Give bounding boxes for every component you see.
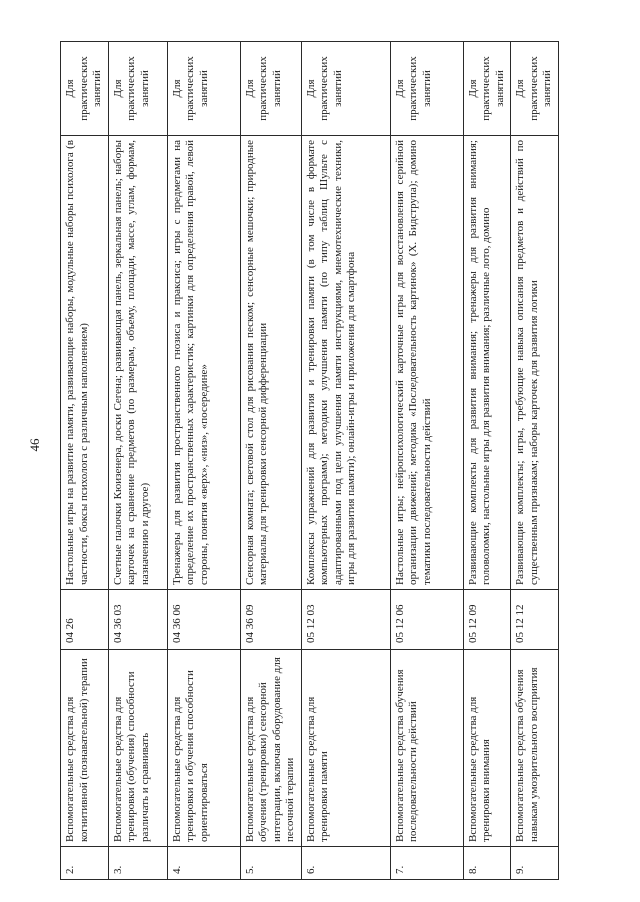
row-description: Настольные игры; нейропсихологический карточные игры для восстановления серийной организации движений; методика «Последовательность картинок» (Х. Бидструпа); домино тематики последовательности действий — [390, 136, 463, 590]
table-row — [108, 42, 167, 880]
row-name: Вспомогательные средства для когнитивной (познавательной) терапии — [61, 650, 109, 847]
row-purpose: Для практических занятий — [301, 42, 390, 136]
row-purpose: Для практических занятий — [108, 42, 167, 136]
table-row — [390, 42, 463, 880]
table-row — [301, 42, 390, 880]
row-number: 3. — [108, 847, 167, 880]
row-number: 9. — [511, 847, 559, 880]
row-name: Вспомогательные средства для тренировки внимания — [463, 650, 511, 847]
row-name: Вспомогательные средства для тренировки памяти — [301, 650, 390, 847]
row-description: Сенсорная комната; световой стол для рисования песком; сенсорные мешочки; природные материалы для тренировки сенсорной дифференциации — [240, 136, 301, 590]
row-code: 05 12 03 — [301, 590, 390, 650]
row-code: 05 12 12 — [511, 590, 559, 650]
row-name: Вспомогательные средства для тренировки (обучения) способности различать и сравнивать — [108, 650, 167, 847]
table-row — [61, 42, 109, 880]
row-number: 7. — [390, 847, 463, 880]
table-row — [511, 42, 559, 880]
row-number: 5. — [240, 847, 301, 880]
row-description: Настольные игры на развитие памяти, развивающие наборы, модульные наборы психолога (в частности, боксы психолога с различным наполнением) — [61, 136, 109, 590]
row-number: 4. — [167, 847, 240, 880]
row-purpose: Для практических занятий — [167, 42, 240, 136]
row-description: Комплексы упражнений для развития и тренировки памяти (в том числе в формате компьютерных программ); методики улучшения памяти (по типу таблиц Шульте с адаптированными под цели улучшения памяти инструкциями, мнемотехнические техники, игры для развития памяти); онлайн-игры и приложения для смартфона — [301, 136, 390, 590]
row-purpose: Для практических занятий — [511, 42, 559, 136]
row-purpose: Для практических занятий — [463, 42, 511, 136]
row-purpose: Для практических занятий — [240, 42, 301, 136]
row-name: Вспомогательные средства обучения последовательности действий — [390, 650, 463, 847]
row-description: Развивающие комплекты; игры, требующие навыка описания предметов и действий по существенным признакам; наборы карточек для развития логики — [511, 136, 559, 590]
table-row — [167, 42, 240, 880]
row-description: Развивающие комплекты для развития внимания; тренажеры для развития внимания; головоломки, настольные игры для развития внимания; различные лото, домино — [463, 136, 511, 590]
row-purpose: Для практических занятий — [390, 42, 463, 136]
row-code: 04 36 06 — [167, 590, 240, 650]
rotated-table-container — [60, 42, 630, 880]
row-purpose: Для практических занятий — [61, 42, 109, 136]
row-code: 04 36 03 — [108, 590, 167, 650]
table-row — [463, 42, 511, 880]
row-name: Вспомогательные средства для обучения (тренировки) сенсорной интеграции, включая оборудование для песочной терапии — [240, 650, 301, 847]
page-number: 46 — [27, 438, 42, 452]
row-name: Вспомогательные средства обучения навыкам умозрительного восприятия — [511, 650, 559, 847]
equipment-table — [60, 41, 559, 880]
row-description: Тренажеры для развития пространственного гнозиса и праксиса; игры с предметами на определение их пространственных характеристик; картинки для определения правой, левой стороны, понятия «верх», «низ», «посередине» — [167, 136, 240, 590]
row-number: 6. — [301, 847, 390, 880]
row-code: 05 12 09 — [463, 590, 511, 650]
row-number: 2. — [61, 847, 109, 880]
row-code: 04 36 09 — [240, 590, 301, 650]
row-code: 05 12 06 — [390, 590, 463, 650]
row-code: 04 26 — [61, 590, 109, 650]
table-row — [240, 42, 301, 880]
row-description: Счетные палочки Кюизенера, доски Сегена; развивающая панель, зеркальная панель; наборы карточек на сравнение предметов (по размерам, объему, площади, массе, углам, формам, назначению и другое) — [108, 136, 167, 590]
row-name: Вспомогательные средства для тренировки и обучения способности ориентироваться — [167, 650, 240, 847]
row-number: 8. — [463, 847, 511, 880]
